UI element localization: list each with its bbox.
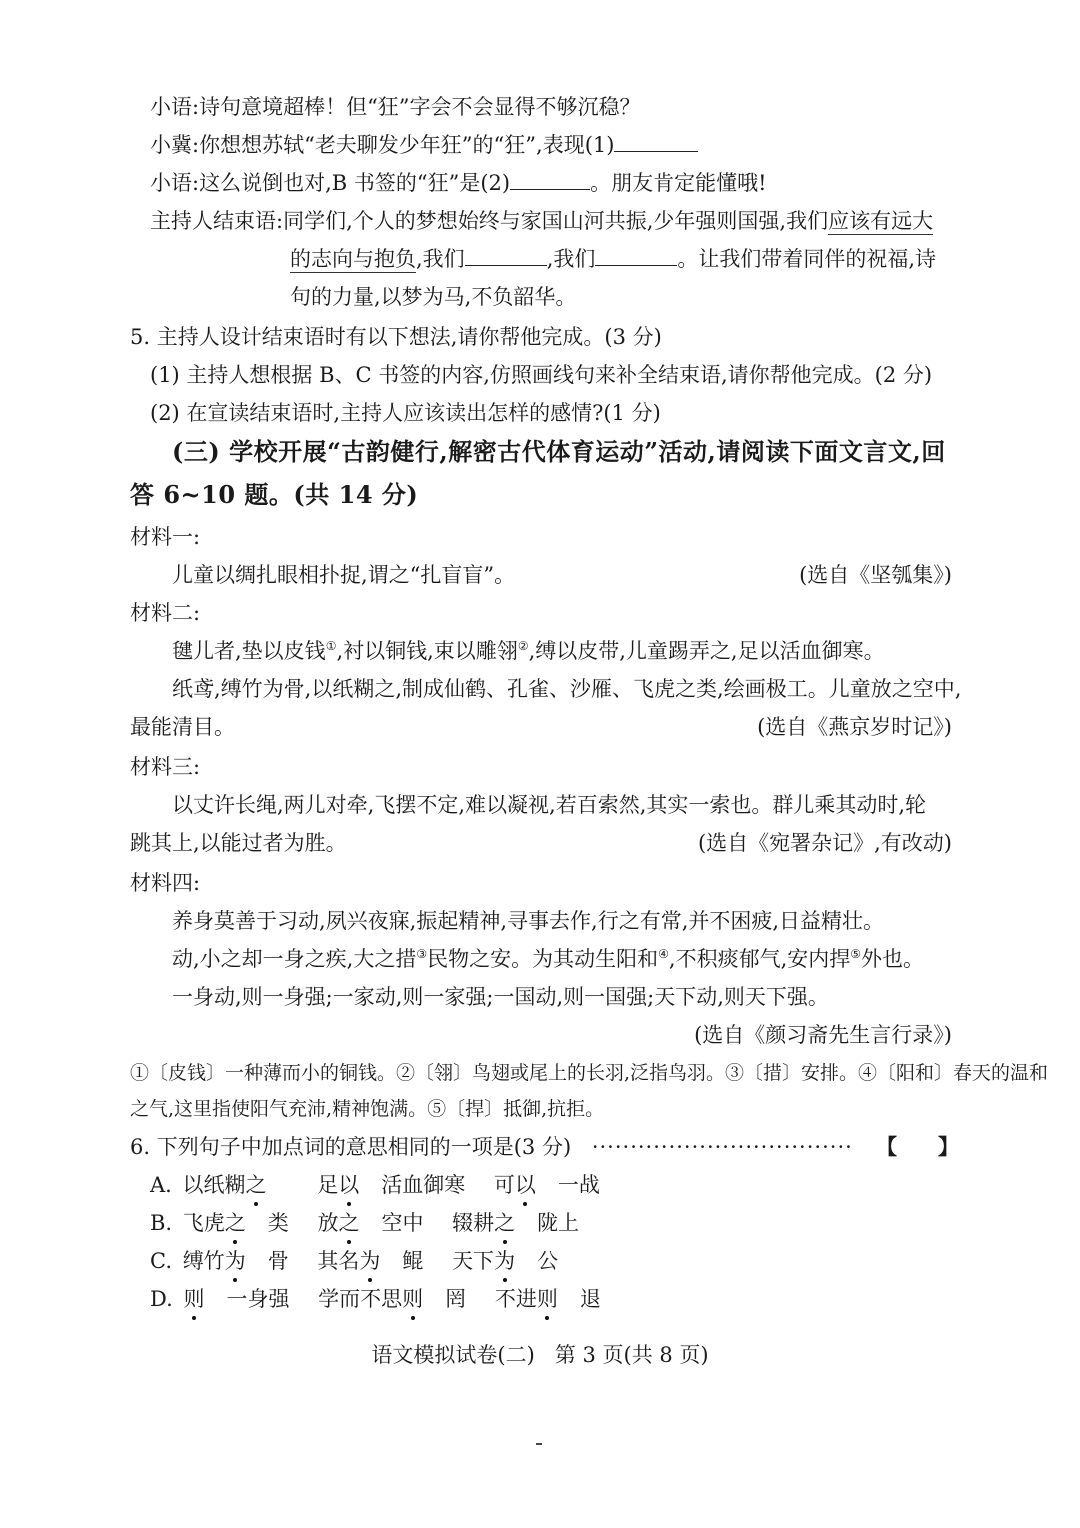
dotted-word: 以 (515, 1170, 536, 1200)
material-2-text-1 (172, 636, 885, 666)
closing-remark-underlined-b: 的志向与抱负 (290, 247, 416, 271)
option-a[interactable] (150, 1170, 622, 1200)
dialogue-line-2 (150, 130, 698, 160)
option-d-phrase-2: 学而不思则 罔 (318, 1287, 466, 1311)
question-6-stem (130, 1132, 853, 1162)
material-3-text-2: 跳其上,以能过者为胜。 (130, 831, 347, 855)
dotted-word: 则 (402, 1284, 423, 1314)
option-c-label: C. (150, 1249, 172, 1273)
option-b-phrase-1: 飞虎之 类 (183, 1211, 289, 1235)
answer-blank-4[interactable] (595, 245, 677, 266)
material-4-text-2b: 民物之安。为其动生阳和 (427, 947, 659, 971)
material-4-text-2a: 动,小之却一身之疾,大之措 (172, 947, 417, 971)
material-2-text-2: 纸鸢,缚竹为骨,以纸糊之,制成仙鹤、孔雀、沙雁、飞虎之类,绘画极工。儿童放之空中, (172, 677, 962, 701)
dialogue-line-2-text: 小冀:你想想苏轼“老夫聊发少年狂”的“狂”,表现(1) (150, 133, 615, 157)
footnote-ref-5: ⑤ (850, 947, 862, 961)
option-d[interactable] (150, 1284, 623, 1314)
closing-remark-text-a: 主持人结束语:同学们,个人的梦想始终与家国山河共振,少年强则国强,我们 (150, 209, 829, 233)
dotted-word: 之 (494, 1208, 515, 1238)
footnote-ref-1: ① (325, 639, 337, 653)
footnotes-line-2: 之气,这里指使阳气充沛,精神饱满。⑤〔捍〕抵御,抗拒。 (130, 1098, 605, 1120)
scan-mark (536, 1443, 542, 1445)
closing-remark-text-c: ,我们 (546, 247, 596, 271)
option-c-phrase-3: 天下为 公 (452, 1249, 558, 1273)
answer-box[interactable] (902, 1134, 938, 1160)
material-4-text-3: 一身动,则一身强;一家动,则一家强;一国动,则一国强;天下动,则天下强。 (172, 985, 829, 1009)
question-5-part-1: (1) 主持人想根据 B、C 书签的内容,仿照画线句来补全结束语,请你帮他完成。(2 分) (150, 363, 933, 387)
material-2-source: (选自《燕京岁时记》) (757, 715, 952, 739)
material-1-source: (选自《坚瓠集》) (799, 563, 952, 587)
option-a-phrase-1: 以纸糊之 (183, 1173, 289, 1197)
material-3-label: 材料三: (130, 755, 201, 779)
option-a-phrase-3: 可以 一战 (494, 1173, 600, 1197)
dialogue-line-3-text-a: 小语:这么说倒也对,B 书签的“狂”是(2) (150, 171, 511, 195)
option-a-phrase-2: 足以 活血御寒 (317, 1173, 465, 1197)
material-3-text-1: 以丈许长绳,两儿对牵,飞摆不定,难以凝视,若百索然,其实一索也。群儿乘其动时,轮 (172, 793, 927, 817)
option-d-phrase-1: 则 一身强 (183, 1287, 289, 1311)
answer-blank-1[interactable] (614, 131, 698, 152)
answer-blank-3[interactable] (465, 245, 547, 266)
section-3-title-line-1: (三) 学校开展“古韵健行,解密古代体育运动”活动,请阅读下面文言文,回 (172, 437, 946, 466)
material-4-source: (选自《颜习斋先生言行录》) (694, 1023, 952, 1047)
material-3-source: (选自《宛署杂记》,有改动) (697, 831, 952, 855)
option-c[interactable] (150, 1246, 580, 1276)
option-d-label: D. (150, 1287, 173, 1311)
dotted-word: 为 (225, 1246, 246, 1276)
question-6-dot-leader: ·································· (591, 1135, 853, 1159)
material-4-text-2d: 外也。 (861, 947, 925, 971)
dotted-word: 之 (338, 1208, 359, 1238)
answer-bracket-open: 【 (876, 1134, 897, 1159)
section-3-title-line-2: 答 6~10 题。(共 14 分) (130, 480, 419, 509)
footnote-ref-4: ④ (658, 947, 669, 961)
dotted-word: 为 (494, 1246, 515, 1276)
material-1-text: 儿童以绸扎眼相扑捉,谓之“扎盲盲”。 (172, 563, 516, 587)
closing-remark-text-d: 。让我们带着同伴的祝福,诗 (677, 247, 937, 271)
footnote-ref-2: ② (517, 639, 529, 653)
option-b-label: B. (150, 1211, 173, 1235)
material-4-text-1: 养身莫善于习动,夙兴夜寐,振起精神,寻事去作,行之有常,并不困疲,日益精壮。 (172, 909, 885, 933)
closing-remark-line-1 (150, 206, 933, 236)
dotted-word: 为 (359, 1246, 380, 1276)
material-4-text-2c: ,不积痰郁气,安内捍 (668, 947, 851, 971)
option-b-phrase-2: 放之 空中 (317, 1211, 423, 1235)
material-2-label: 材料二: (130, 601, 201, 625)
option-b[interactable] (150, 1208, 601, 1238)
dotted-word: 以 (338, 1170, 359, 1200)
answer-blank-2[interactable] (510, 169, 590, 190)
closing-remark-line-3: 句的力量,以梦为马,不负韶华。 (290, 285, 577, 309)
footnotes-line-1: ①〔皮钱〕一种薄而小的铜钱。②〔翎〕鸟翅或尾上的长羽,泛指鸟羽。③〔措〕安排。④〔阳和〕春天的温和 (130, 1062, 1049, 1084)
dotted-word: 则 (537, 1284, 558, 1314)
answer-bracket-close: 】 (938, 1134, 959, 1159)
material-4-label: 材料四: (130, 871, 201, 895)
closing-remark-text-b: ,我们 (416, 247, 465, 271)
dialogue-line-1: 小语:诗句意境超棒！但“狂”字会不会显得不够沉稳？ (150, 95, 641, 119)
dialogue-line-3-text-b: 。朋友肯定能懂哦! (590, 171, 767, 195)
dialogue-line-3 (150, 168, 767, 198)
dotted-word: 之 (225, 1208, 246, 1238)
option-a-label: A. (150, 1173, 172, 1197)
option-b-phrase-3: 辍耕之 陇上 (452, 1211, 579, 1235)
question-5-part-2: (2) 在宣读结束语时,主持人应该读出怎样的感情?(1 分) (150, 401, 661, 425)
question-6-stem-text: 6. 下列句子中加点词的意思相同的一项是(3 分) (130, 1135, 572, 1159)
closing-remark-underlined-a: 应该有远大 (828, 209, 934, 233)
material-4-text-2 (172, 944, 924, 974)
question-5-stem: 5. 主持人设计结束语时有以下想法,请你帮他完成。(3 分) (130, 325, 662, 349)
option-c-phrase-1: 缚竹为 骨 (183, 1249, 289, 1273)
closing-remark-line-2 (290, 244, 936, 274)
dotted-word: 则 (183, 1284, 204, 1314)
material-2-text-3: 最能清目。 (130, 715, 235, 739)
page-footer: 语文模拟试卷(二) 第 3 页(共 8 页) (371, 1343, 709, 1367)
option-d-phrase-3: 不进则 退 (495, 1287, 601, 1311)
option-c-phrase-2: 其名为 鲲 (317, 1249, 423, 1273)
footnote-ref-3: ③ (416, 947, 428, 961)
material-1-label: 材料一: (130, 525, 201, 549)
material-2-text-1c: ,缚以皮带,儿童踢弄之,足以活血御寒。 (528, 639, 885, 663)
dotted-word: 之 (246, 1170, 267, 1200)
material-2-text-1b: ,衬以铜钱,束以雕翎 (336, 639, 518, 663)
material-2-text-1a: 毽儿者,垫以皮钱 (172, 639, 326, 663)
